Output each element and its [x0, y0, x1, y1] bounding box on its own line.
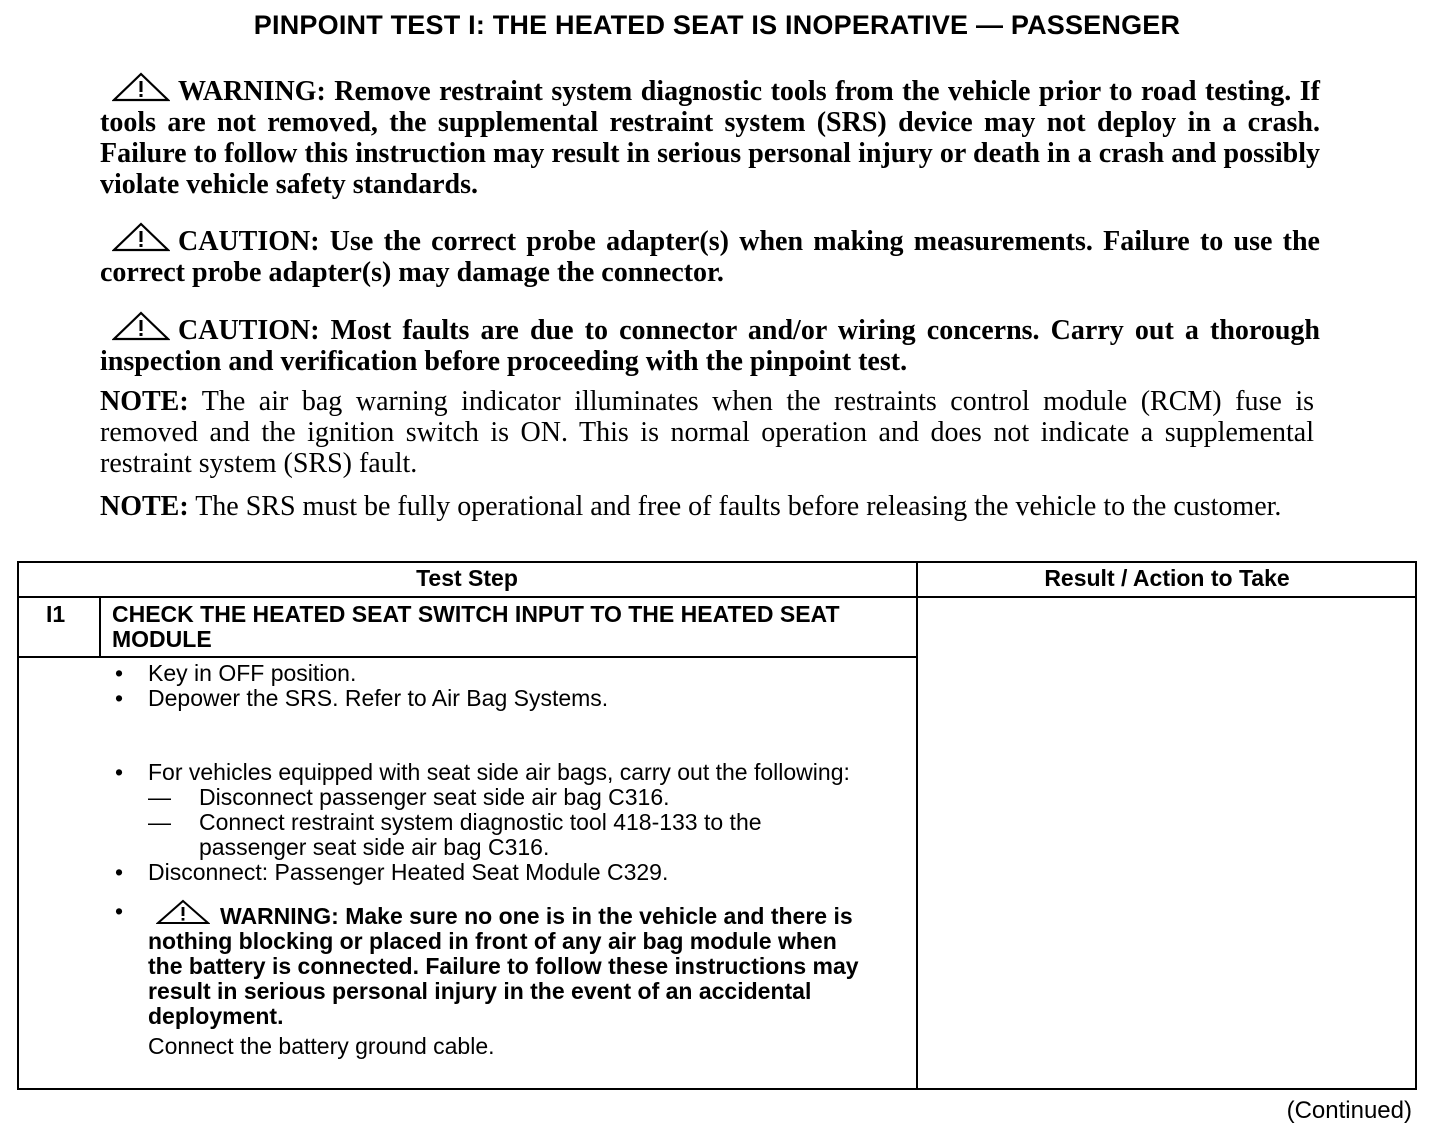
list-item-text: Connect the battery ground cable.: [148, 1033, 495, 1059]
warning-triangle-icon: [112, 72, 170, 102]
dash: —: [148, 784, 171, 810]
bullet: •: [115, 759, 124, 785]
list-item-text: Depower the SRS. Refer to Air Bag Systems.: [148, 685, 609, 711]
list-item: [110, 860, 860, 885]
note-srs-operational: [100, 491, 1314, 522]
step-id-divider: [99, 596, 101, 658]
notice-text: CAUTION: Most faults are due to connector and/or wiring concerns. Carry out a thorough inspection and verification before proceeding with the pinpoint test.: [100, 315, 1320, 377]
caution-notice-probe-adapter: [100, 222, 1320, 288]
note-label: NOTE:: [100, 491, 189, 522]
column-header-result: Result / Action to Take: [1044, 565, 1290, 591]
list-item: [110, 686, 860, 711]
column-header-test-step: Test Step: [416, 565, 518, 591]
table-header-divider: [17, 596, 1417, 598]
warning-notice-road-testing: [100, 72, 1320, 200]
bullet: •: [115, 859, 124, 885]
list-item-text: Disconnect: Passenger Heated Seat Module C329.: [148, 859, 669, 885]
sub-list-item: [110, 810, 860, 860]
note-label: NOTE:: [100, 386, 189, 417]
step-title: CHECK THE HEATED SEAT SWITCH INPUT TO THE HEATED SEAT MODULE: [112, 601, 840, 652]
warning-block: [148, 899, 860, 1029]
step-instructions: [110, 661, 860, 1059]
notice-text: WARNING: Remove restraint system diagnostic tools from the vehicle prior to road testing. If tools are not removed, the supplemental restraint system (SRS) device may not deploy in a crash. Failure to follow this instruction may result in serious personal injury or death in a crash and possibly violate vehicle safety standards.: [100, 76, 1320, 200]
notice-text: CAUTION: Use the correct probe adapter(s) when making measurements. Failure to use the correct probe adapter(s) may damage the connector.: [100, 226, 1320, 288]
step-title-divider: [17, 656, 918, 658]
warning-text: WARNING: Make sure no one is in the vehicle and there is nothing blocking or placed in front of any air bag module when the battery is connected. Failure to follow these instructions may result in serious personal injury in the event of an accidental deployment.: [148, 903, 859, 1029]
warning-triangle-icon: [112, 222, 170, 252]
list-item: [110, 760, 860, 785]
sub-list-item-text: Connect restraint system diagnostic tool 418-133 to the passenger seat side air bag C316.: [199, 809, 762, 860]
sub-list-item-text: Disconnect passenger seat side air bag C316.: [199, 784, 670, 810]
caution-notice-connector-wiring: [100, 311, 1320, 377]
sub-list-item: [110, 785, 860, 810]
bullet: •: [115, 660, 124, 686]
note-text: The SRS must be fully operational and free of faults before releasing the vehicle to the customer.: [195, 491, 1282, 522]
list-item-text: Key in OFF position.: [148, 660, 357, 686]
warning-triangle-icon: [112, 311, 170, 341]
warning-triangle-icon: [156, 899, 210, 925]
bullet: •: [115, 898, 124, 924]
table-column-divider: [916, 561, 918, 1090]
bullet: •: [115, 685, 124, 711]
list-item: [110, 661, 860, 686]
note-text: The air bag warning indicator illuminates when the restraints control module (RCM) fuse is removed and the ignition switch is ON. This is normal operation and does not indicate a supplemental restraint system (SRS) fault.: [100, 386, 1314, 479]
list-item: [110, 899, 860, 1059]
list-item-text: For vehicles equipped with seat side air bags, carry out the following:: [148, 759, 850, 785]
dash: —: [148, 809, 171, 835]
continued-label: (Continued): [1286, 1097, 1412, 1124]
step-id: I1: [46, 601, 66, 627]
page-title: PINPOINT TEST I: THE HEATED SEAT IS INOPERATIVE — PASSENGER: [253, 10, 1181, 40]
note-air-bag-indicator: [100, 386, 1314, 479]
